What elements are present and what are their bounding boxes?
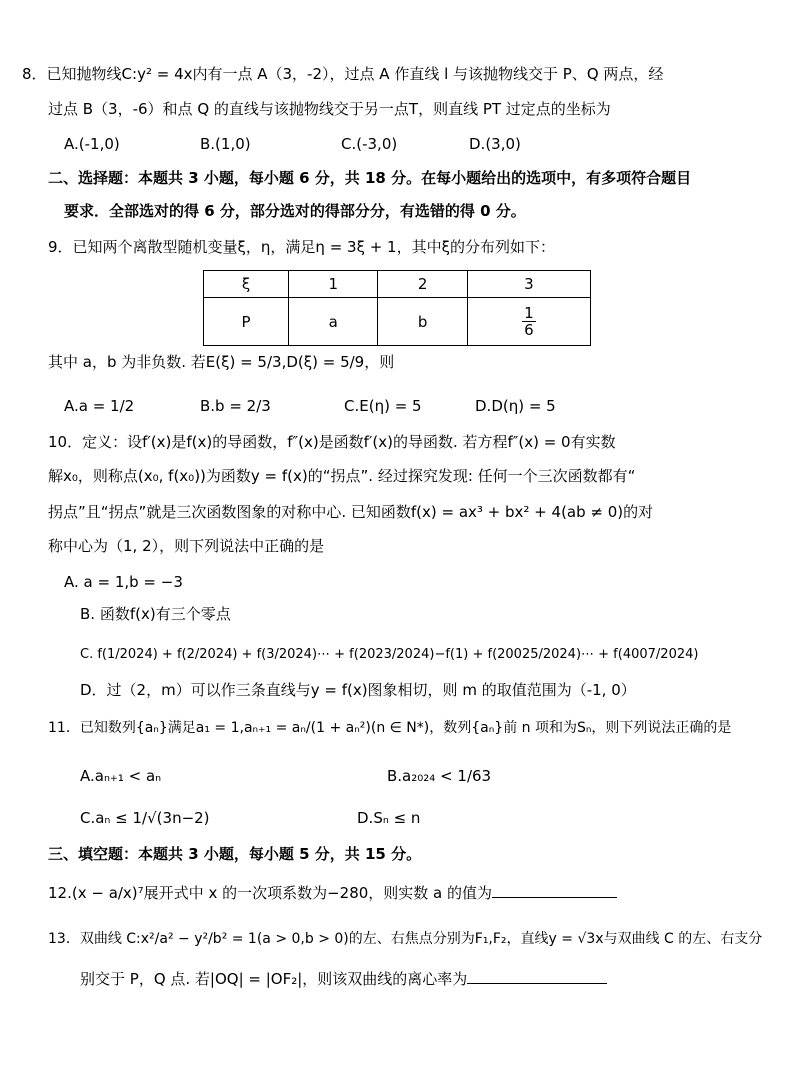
q13-line1: 13．双曲线 C:x²/a² − y²/b² = 1(a > 0,b > 0)的左、右焦点分别为F₁,F₂，直线y = √3x与双曲线 C 的左、右支分: [48, 931, 763, 947]
q10-option-a: A. a = 1,b = −3: [64, 573, 183, 591]
answer-blank[interactable]: [467, 967, 607, 984]
fraction-numerator: 1: [524, 304, 534, 322]
q10-option-c: C. f(1/2024) + f(2/2024) + f(3/2024)⋯ + f(2023/2024)−f(1) + f(20025/2024)⋯ + f(4007/2024): [80, 647, 699, 662]
q10-line2: 解x₀，则称点(x₀, f(x₀))为函数y = f(x)的“拐点”. 经过探究发现: 任何一个三次函数都有“: [48, 467, 636, 485]
q9-option-a: A.a = 1/2: [64, 397, 135, 415]
q10-line1: 10．定义：设f′(x)是f(x)的导函数，f″(x)是函数f′(x)的导函数. 若方程f″(x) = 0有实数: [48, 433, 616, 451]
q10-option-b: B. 函数f(x)有三个零点: [80, 605, 231, 623]
table-cell-fraction: [467, 298, 590, 346]
table-cell: 1: [289, 271, 378, 298]
q8-option-d: D.(3,0): [469, 135, 521, 153]
table-cell: a: [289, 298, 378, 346]
table-header-row: [204, 271, 591, 298]
q11-option-d: D.Sₙ ≤ n: [357, 809, 421, 827]
q10-option-d: D．过（2，m）可以作三条直线与y = f(x)图象相切，则 m 的取值范围为（-1, 0）: [80, 681, 636, 699]
q9-option-c: C.E(η) = 5: [344, 397, 422, 415]
fraction: [522, 305, 536, 338]
table-cell: b: [378, 298, 467, 346]
q8-option-c: C.(-3,0): [341, 135, 398, 153]
table-cell: 3: [467, 271, 590, 298]
answer-blank[interactable]: [492, 881, 617, 898]
q11-stem: 11．已知数列{aₙ}满足a₁ = 1,aₙ₊₁ = aₙ/(1 + aₙ²)(n ∈ N*)，数列{aₙ}前 n 项和为Sₙ，则下列说法正确的是: [48, 720, 732, 736]
q9-option-d: D.D(η) = 5: [475, 397, 556, 415]
q9-option-b: B.b = 2/3: [200, 397, 271, 415]
q8-option-b: B.(1,0): [200, 135, 251, 153]
q10-line4: 称中心为（1, 2），则下列说法中正确的是: [48, 537, 325, 555]
table-cell: ξ: [204, 271, 289, 298]
q13-stem: 别交于 P，Q 点. 若|OQ| = |OF₂|，则该双曲线的离心率为: [80, 970, 468, 988]
distribution-table: [203, 270, 591, 346]
q9-stem: 9．已知两个离散型随机变量ξ，η，满足η = 3ξ + 1，其中ξ的分布列如下：: [48, 238, 555, 256]
table-cell: 2: [378, 271, 467, 298]
q11-option-c: C.aₙ ≤ 1/√(3n−2): [80, 809, 210, 827]
fraction-denominator: 6: [524, 321, 534, 339]
q11-option-a: A.aₙ₊₁ < aₙ: [80, 767, 162, 785]
q8-line1: 8．已知抛物线C:y² = 4x内有一点 A（3，-2），过点 A 作直线 l 与该抛物线交于 P、Q 两点，经: [22, 65, 664, 83]
section2-heading-line2: 要求．全部选对的得 6 分，部分选对的得部分分，有选错的得 0 分。: [64, 202, 526, 220]
table-row: [204, 298, 591, 346]
q9-condition: 其中 a，b 为非负数. 若E(ξ) = 5/3,D(ξ) = 5/9，则: [48, 353, 395, 371]
q12-stem: 12.(x − a/x)⁷展开式中 x 的一次项系数为−280，则实数 a 的值为: [48, 884, 493, 902]
q10-line3: 拐点”且“拐点”就是三次函数图象的对称中心. 已知函数f(x) = ax³ + bx² + 4(ab ≠ 0)的对: [48, 503, 654, 521]
table-cell: P: [204, 298, 289, 346]
q12-text: [48, 881, 617, 903]
q8-option-a: A.(-1,0): [64, 135, 120, 153]
q13-line2: [80, 967, 607, 989]
q11-option-b: B.a₂₀₂₄ < 1/63: [387, 767, 492, 785]
section2-heading-line1: 二、选择题：本题共 3 小题，每小题 6 分，共 18 分。在每小题给出的选项中，有多项符合题目: [48, 169, 692, 187]
section3-heading: 三、填空题：本题共 3 小题，每小题 5 分，共 15 分。: [48, 845, 422, 863]
q8-line2: 过点 B（3，-6）和点 Q 的直线与该抛物线交于另一点T，则直线 PT 过定点的坐标为: [48, 100, 611, 118]
